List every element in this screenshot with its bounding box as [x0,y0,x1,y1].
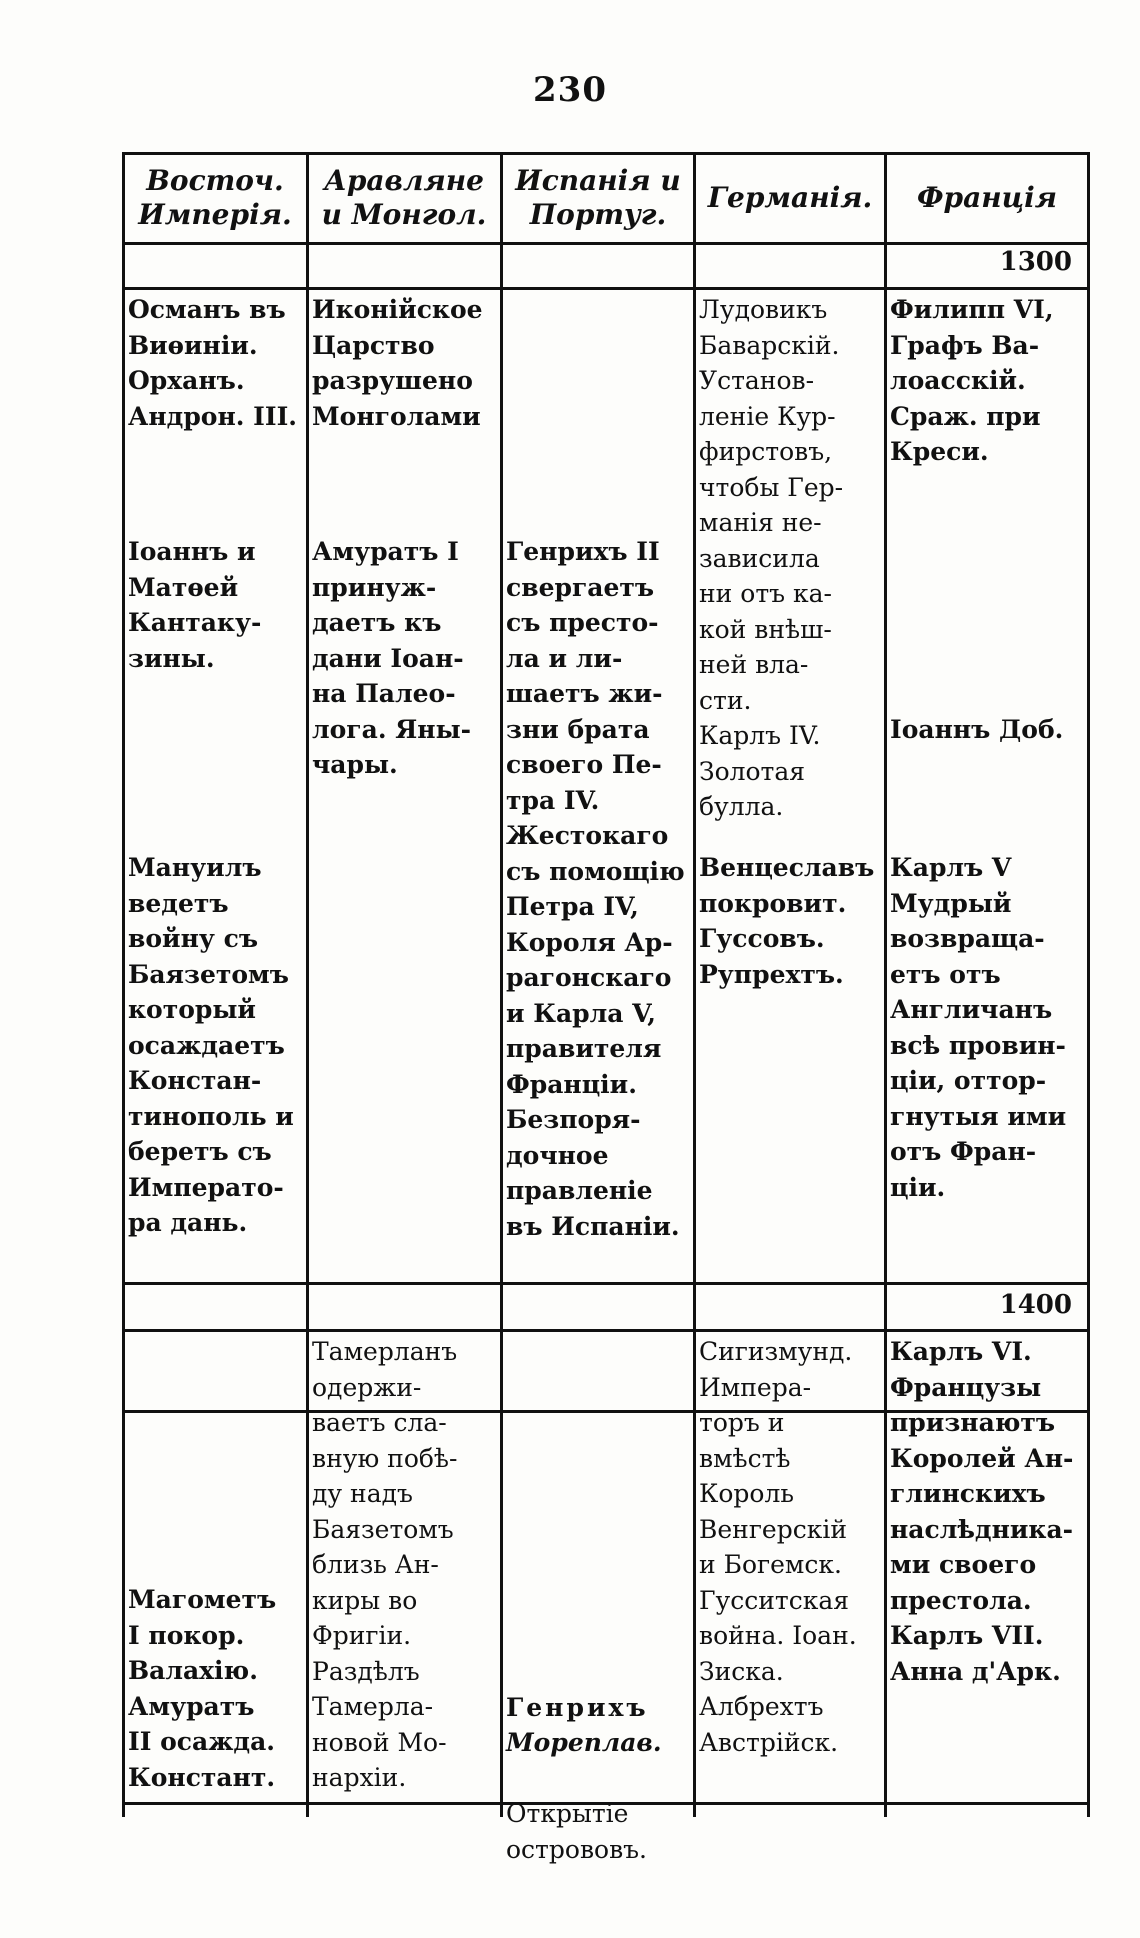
spain-name: Генрихъ [506,1692,649,1722]
column-divider [306,152,309,1817]
year-1300: 1300 [999,247,1072,277]
page-number: 230 [533,70,607,110]
chronology-table [122,152,1090,1864]
spain-discovery: Открытіе острововъ. [506,1799,647,1864]
period-rule [122,1282,1090,1285]
cell-east-mehmed: Магометъ I покор. Валахію. Амуратъ II осажда. Констант. [128,1585,277,1792]
header-rule [122,242,1090,245]
column-divider [693,152,696,1817]
header-spain-portugal: Испанія и Португ. [515,163,681,231]
cell-france-charles-vi: Карлъ VI. Французы признаютъ Королей Ан- глинскихъ наслѣдника- ми своего престола. Карлъ VII. Анна д'Арк. [890,1337,1074,1686]
cell-france-john: Іоаннъ Доб. [890,715,1064,744]
table-border-right [1087,152,1090,1817]
table-rule-top [122,152,1090,155]
spain-epithet: Мореплав. [506,1728,662,1757]
cell-east-manuel: Мануилъ ведетъ войну съ Баязетомъ который осаждаетъ Констан- тинополь и беретъ съ Императо- ра дань. [128,853,294,1237]
cell-east-kantakuzenos: Іоаннъ и Матѳей Кантаку- зины. [128,537,262,673]
header-eastern-empire: Восточ. Имперія. [138,163,292,231]
cell-germany-wenceslaus: Венцеславъ покровит. Гуссовъ. Рупрехтъ. [699,853,875,989]
year-rule [122,287,1090,290]
cell-spain-henry-navigator [506,1654,662,1903]
column-divider [500,152,503,1817]
year-rule [122,1329,1090,1332]
header-france: Франція [916,180,1058,214]
column-divider [884,152,887,1817]
cell-spain-henry: Генрихъ II свергаетъ съ престо- ла и ли- шаетъ жи- зни брата своего Пе- тра IV. Жестокаго съ помощію Петра IV, Короля Ар- рагонскаго и Карла V, правителя Франціи. Безпоря- дочное правленіе въ Испаніи. [506,537,685,1241]
cell-arab-iconium: Иконійское Царство разрушено Монголами [312,295,483,431]
header-germany: Германія. [707,180,873,214]
cell-france-charles-v: Карлъ V Мудрый возвраща- етъ отъ Англичанъ всѣ провин- ціи, оттор- гнутыя ими отъ Фран- ціи. [890,853,1067,1202]
cell-germany-sigismund: Сигизмунд. Импера- торъ и вмѣстѣ Король Венгерскій и Богемск. Гусситская война. Іоан. Зиска. Албрехтъ Австрійск. [699,1337,857,1757]
cell-arab-tamerlane: Тамерланъ одержи- ваетъ сла- вную побѣ- ду надъ Баязетомъ близь Ан- киры во Фригіи. Раздѣлъ Тамерла- новой Мо- нархіи. [312,1337,458,1792]
cell-france-philip: Филипп VI, Графъ Ва- лоасскій. Сраж. при Креси. [890,295,1054,466]
header-arabs-mongols: Аравляне и Монгол. [321,163,487,231]
year-1400: 1400 [999,1290,1072,1320]
cell-germany-ludwig: Лудовикъ Баварскій. Установ- леніе Кур- фирстовъ, чтобы Гер- манія не- зависила ни отъ ка- кой внѣш- ней вла- сти. Карлъ IV. Золотая булла. [699,295,844,821]
table-border-left [122,152,125,1817]
cell-east-osman: Османъ въ Виѳиніи. Орханъ. Андрон. III. [128,295,297,431]
cell-arab-murad: Амуратъ I принуж- даетъ къ дани Іоан- на Палео- лога. Яны- чары. [312,537,472,779]
